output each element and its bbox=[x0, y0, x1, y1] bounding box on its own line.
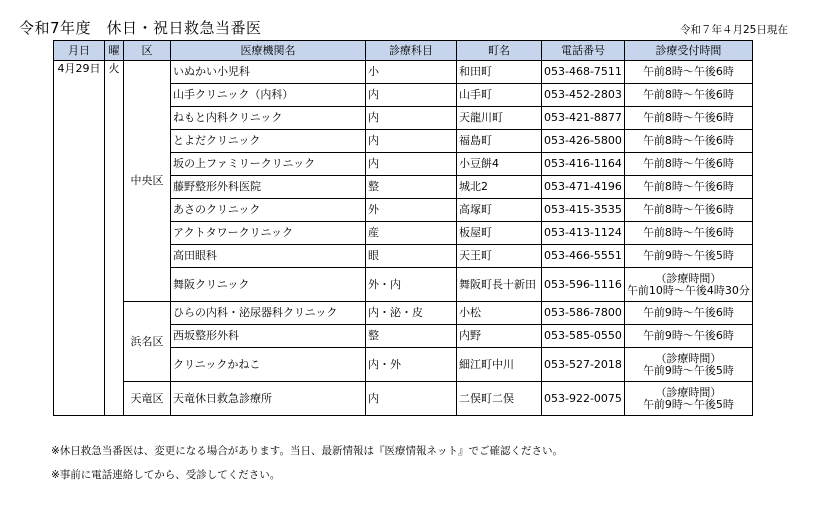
hours-note: （診療時間） bbox=[655, 351, 722, 365]
institution-name: 天竜休日救急診療所 bbox=[171, 382, 366, 416]
phone: 053-585-0550 bbox=[542, 325, 625, 348]
col-header-weekday: 曜 bbox=[105, 41, 124, 61]
department: 内 bbox=[366, 84, 457, 107]
hours: 午前8時～午後6時 bbox=[624, 130, 752, 153]
institution-name: ねもと内科クリニック bbox=[171, 107, 366, 130]
hours: 午前8時～午後6時 bbox=[624, 153, 752, 176]
ward-cell-chuo: 中央区 bbox=[124, 61, 171, 302]
department: 内 bbox=[366, 153, 457, 176]
table-row bbox=[54, 61, 753, 84]
phone: 053-415-3535 bbox=[542, 199, 625, 222]
institution-name: アクトタワークリニック bbox=[171, 222, 366, 245]
col-header-institution: 医療機関名 bbox=[171, 41, 366, 61]
phone: 053-468-7511 bbox=[542, 61, 625, 84]
institution-name: 西坂整形外科 bbox=[171, 325, 366, 348]
department: 小 bbox=[366, 61, 457, 84]
hours: 午前8時～午後6時 bbox=[624, 84, 752, 107]
phone: 053-413-1124 bbox=[542, 222, 625, 245]
department: 内 bbox=[366, 107, 457, 130]
department: 眼 bbox=[366, 245, 457, 268]
col-header-department: 診療科目 bbox=[366, 41, 457, 61]
town: 山手町 bbox=[457, 84, 542, 107]
phone: 053-527-2018 bbox=[542, 348, 625, 382]
institution-name: あさのクリニック bbox=[171, 199, 366, 222]
institution-name: 山手クリニック（内科） bbox=[171, 84, 366, 107]
table-row bbox=[54, 382, 753, 416]
hours: 午前9時～午後5時 bbox=[624, 245, 752, 268]
note-call-ahead: ※事前に電話連絡してから、受診してください。 bbox=[51, 469, 281, 481]
hours: 午前8時～午後6時 bbox=[624, 107, 752, 130]
town: 小豆餅4 bbox=[457, 153, 542, 176]
hours: 午前8時～午後6時 bbox=[624, 61, 752, 84]
town: 城北2 bbox=[457, 176, 542, 199]
department: 内・外 bbox=[366, 348, 457, 382]
hours bbox=[624, 348, 752, 382]
ward-cell-hamana: 浜名区 bbox=[124, 302, 171, 382]
page-title: 令和7年度 休日・祝日救急当番医 bbox=[19, 19, 262, 37]
institution-name: 藤野整形外科医院 bbox=[171, 176, 366, 199]
town: 天龍川町 bbox=[457, 107, 542, 130]
date-cell: 4月29日 bbox=[54, 61, 105, 416]
col-header-date: 月日 bbox=[54, 41, 105, 61]
institution-name: とよだクリニック bbox=[171, 130, 366, 153]
institution-name: 高田眼科 bbox=[171, 245, 366, 268]
hours: 午前8時～午後6時 bbox=[624, 222, 752, 245]
town: 舞阪町長十新田 bbox=[457, 268, 542, 302]
hours bbox=[624, 268, 752, 302]
hours: 午前8時～午後6時 bbox=[624, 176, 752, 199]
phone: 053-466-5551 bbox=[542, 245, 625, 268]
department: 内 bbox=[366, 382, 457, 416]
institution-name: 舞阪クリニック bbox=[171, 268, 366, 302]
weekday-cell: 火 bbox=[105, 61, 124, 416]
col-header-town: 町名 bbox=[457, 41, 542, 61]
town: 福島町 bbox=[457, 130, 542, 153]
town: 小松 bbox=[457, 302, 542, 325]
town: 二俣町二俣 bbox=[457, 382, 542, 416]
hours: 午前9時～午後6時 bbox=[624, 325, 752, 348]
as-of-date: 令和７年４月25日現在 bbox=[680, 24, 788, 36]
ward-cell-tenryu: 天竜区 bbox=[124, 382, 171, 416]
department: 内 bbox=[366, 130, 457, 153]
department: 産 bbox=[366, 222, 457, 245]
department: 整 bbox=[366, 176, 457, 199]
town: 高塚町 bbox=[457, 199, 542, 222]
hours: 午前8時～午後6時 bbox=[624, 199, 752, 222]
phone: 053-452-2803 bbox=[542, 84, 625, 107]
phone: 053-471-4196 bbox=[542, 176, 625, 199]
institution-name: 坂の上ファミリークリニック bbox=[171, 153, 366, 176]
town: 板屋町 bbox=[457, 222, 542, 245]
phone: 053-586-7800 bbox=[542, 302, 625, 325]
institution-name: いぬかい小児科 bbox=[171, 61, 366, 84]
col-header-hours: 診療受付時間 bbox=[624, 41, 752, 61]
hours-value: 午前10時～午後4時30分 bbox=[626, 283, 750, 297]
hours: 午前9時～午後6時 bbox=[624, 302, 752, 325]
phone: 053-416-1164 bbox=[542, 153, 625, 176]
institution-name: クリニックかねこ bbox=[171, 348, 366, 382]
hours-value: 午前9時～午後5時 bbox=[642, 363, 734, 377]
phone: 053-426-5800 bbox=[542, 130, 625, 153]
town: 和田町 bbox=[457, 61, 542, 84]
department: 内・泌・皮 bbox=[366, 302, 457, 325]
department: 整 bbox=[366, 325, 457, 348]
phone: 053-596-1116 bbox=[542, 268, 625, 302]
table-row bbox=[54, 302, 753, 325]
hours-value: 午前9時～午後5時 bbox=[642, 397, 734, 411]
town: 内野 bbox=[457, 325, 542, 348]
hours-note: （診療時間） bbox=[655, 271, 722, 285]
phone: 053-421-8877 bbox=[542, 107, 625, 130]
note-change-notice: ※休日救急当番医は、変更になる場合があります。当日、最新情報は『医療情報ネット』でご確認ください。 bbox=[51, 445, 563, 457]
duty-doctor-table bbox=[53, 40, 753, 416]
phone: 053-922-0075 bbox=[542, 382, 625, 416]
town: 細江町中川 bbox=[457, 348, 542, 382]
department: 外 bbox=[366, 199, 457, 222]
table-header-row bbox=[54, 41, 753, 61]
department: 外・内 bbox=[366, 268, 457, 302]
institution-name: ひらの内科・泌尿器科クリニック bbox=[171, 302, 366, 325]
hours bbox=[624, 382, 752, 416]
hours-note: （診療時間） bbox=[655, 385, 722, 399]
town: 天王町 bbox=[457, 245, 542, 268]
col-header-phone: 電話番号 bbox=[542, 41, 625, 61]
col-header-ward: 区 bbox=[124, 41, 171, 61]
